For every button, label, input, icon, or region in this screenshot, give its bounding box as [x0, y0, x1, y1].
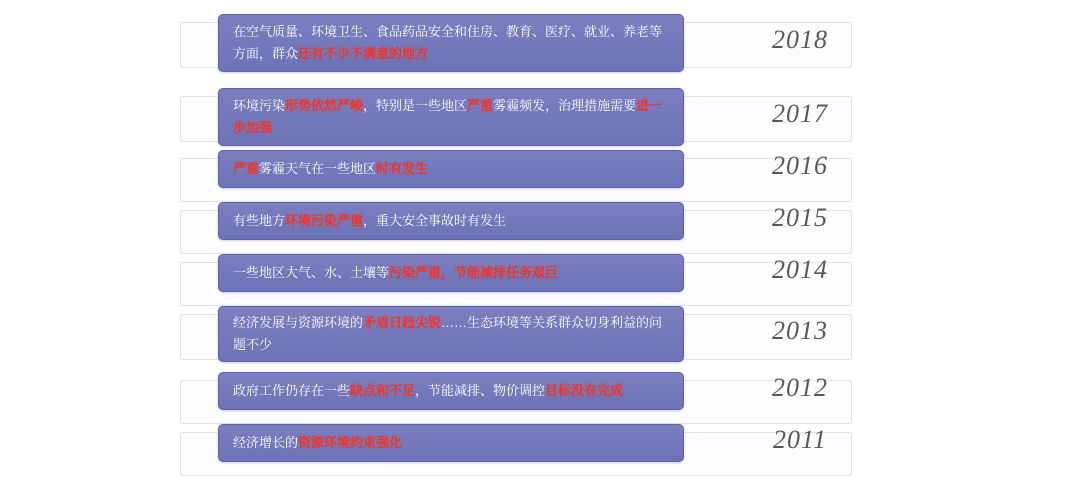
timeline-statement-bar[interactable]: [218, 306, 684, 362]
highlighted-phrase: 目标没有完成: [545, 383, 624, 398]
plain-phrase: 环境污染: [233, 98, 286, 113]
timeline-statement-text: [233, 432, 669, 454]
timeline-statement-bar[interactable]: [218, 14, 684, 72]
highlighted-phrase: 污染严重，节能减排任务艰巨: [389, 265, 559, 280]
plain-phrase: 经济发展与资源环境的: [233, 315, 364, 330]
timeline-year-label: 2014: [772, 255, 828, 284]
timeline-year-label: 2011: [772, 425, 828, 454]
plain-phrase: ，特别是一些地区: [363, 98, 468, 113]
timeline-year-label: 2017: [772, 99, 828, 128]
timeline-year-label: 2012: [772, 373, 828, 402]
highlighted-phrase: 缺点和不足: [350, 383, 416, 398]
timeline-year-label: 2018: [772, 25, 828, 54]
highlighted-phrase: 矛盾日趋尖锐: [363, 315, 442, 330]
highlighted-phrase: 还有不少不满意的地方: [298, 46, 429, 61]
highlighted-phrase: 严重: [233, 161, 260, 176]
plain-phrase: 雾霾频发，治理措施需要: [493, 98, 637, 113]
highlighted-phrase: 形势依然严峻: [285, 98, 364, 113]
plain-phrase: 在空气质量、环境卫生、食品药品安全和住房、教育、医疗、就业、养老等方面，群众: [233, 24, 663, 61]
plain-phrase: 一些地区大气、水、土壤等: [233, 265, 390, 280]
timeline-statement-text: [233, 95, 669, 139]
timeline-statement-bar[interactable]: [218, 202, 684, 240]
highlighted-phrase: 时有发生: [376, 161, 429, 176]
timeline-statement-bar[interactable]: [218, 372, 684, 410]
timeline-statement-text: [233, 262, 669, 284]
timeline-statement-text: [233, 380, 669, 402]
highlighted-phrase: 进一步加强: [233, 98, 663, 135]
plain-phrase: ，节能减排、物价调控: [415, 383, 546, 398]
timeline-statement-bar[interactable]: [218, 254, 684, 292]
timeline-statement-bar[interactable]: [218, 424, 684, 462]
plain-phrase: 经济增长的: [233, 435, 299, 450]
plain-phrase: 雾霾天气在一些地区: [259, 161, 377, 176]
plain-phrase: 有些地方: [233, 213, 286, 228]
timeline-statement-bar[interactable]: [218, 88, 684, 146]
timeline-year-label: 2016: [772, 151, 828, 180]
highlighted-phrase: 环境污染严重: [285, 213, 364, 228]
timeline-year-label: 2015: [772, 203, 828, 232]
timeline-statement-text: [233, 210, 669, 232]
timeline-statement-text: [233, 312, 669, 356]
highlighted-phrase: 资源环境约束强化: [298, 435, 403, 450]
timeline-statement-bar[interactable]: [218, 150, 684, 188]
plain-phrase: ……生态环境等关系群众切身利益的问题不少: [233, 315, 663, 352]
plain-phrase: 政府工作仍存在一些: [233, 383, 351, 398]
timeline-year-label: 2013: [772, 316, 828, 345]
timeline-statement-text: [233, 158, 669, 180]
plain-phrase: ，重大安全事故时有发生: [363, 213, 507, 228]
highlighted-phrase: 严重: [467, 98, 494, 113]
timeline-statement-text: [233, 21, 669, 65]
